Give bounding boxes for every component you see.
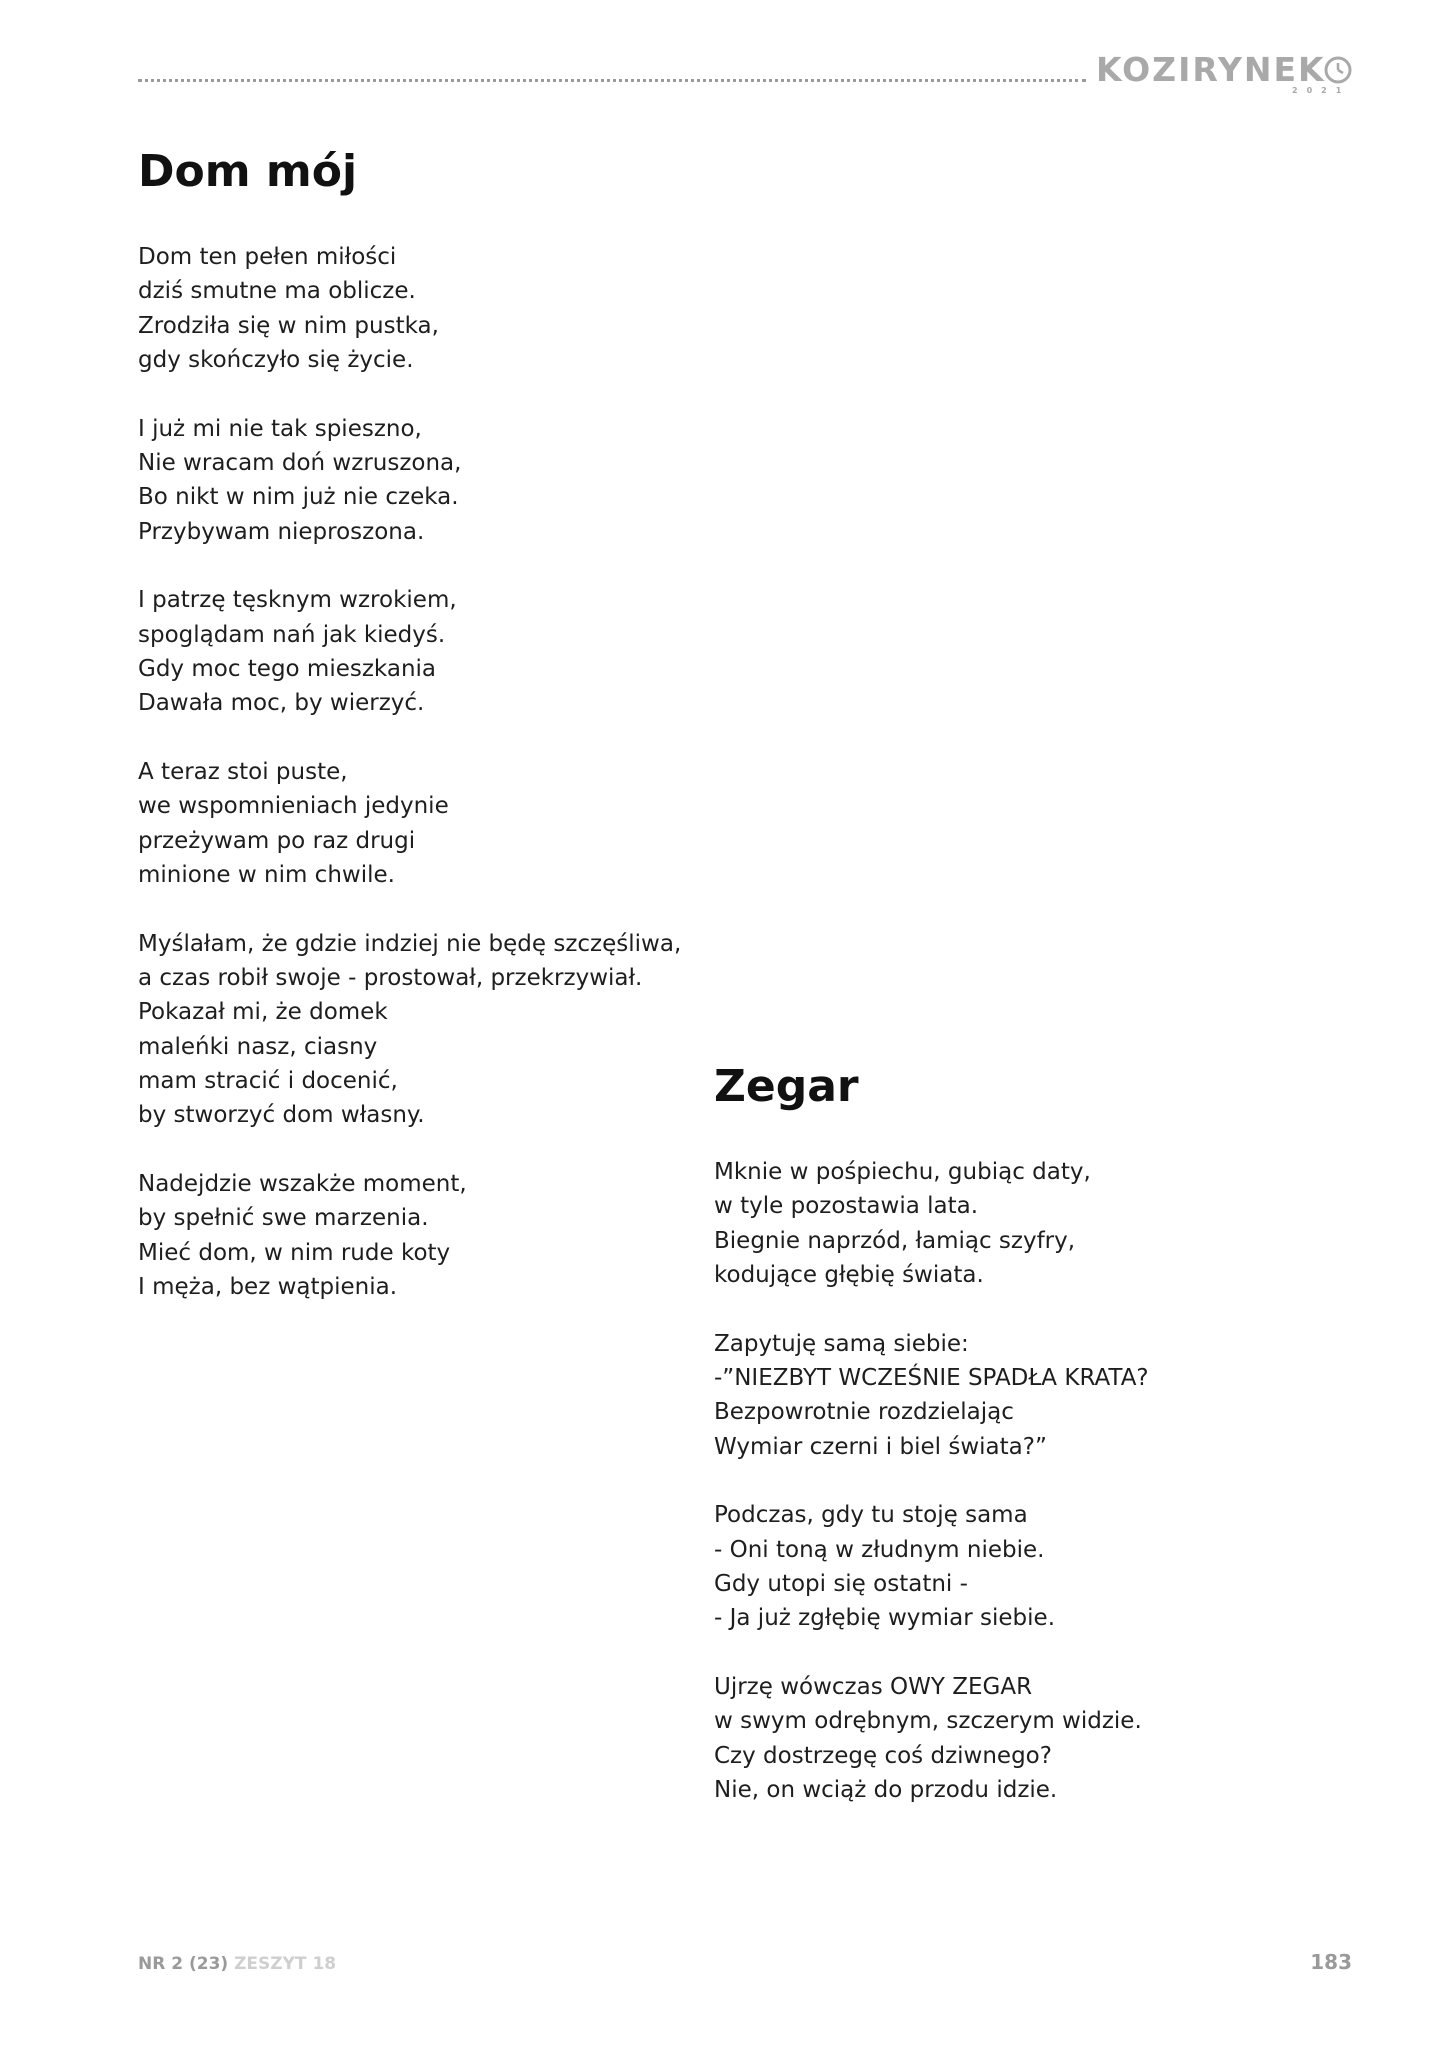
verse-line: Zrodziła się w nim pustka, [138, 312, 439, 339]
verse-line: Wymiar czerni i biel świata?” [714, 1433, 1047, 1460]
poem-dom-moj [138, 140, 698, 1339]
verse-line: by stworzyć dom własny. [138, 1102, 425, 1129]
verse-line: A teraz stoi puste, [138, 759, 348, 786]
poem-title: Dom mój [138, 146, 358, 197]
footer-issue-info [138, 1952, 336, 1976]
stanza [714, 1498, 1314, 1635]
verse-line: I męża, bez wątpienia. [138, 1273, 398, 1300]
logo-tagline: 2021 [1292, 86, 1351, 95]
verse-line: we wspomnieniach jedynie [138, 793, 449, 820]
verse-line: by spełnić swe marzenia. [138, 1205, 429, 1232]
stanza [138, 1167, 698, 1304]
clock-icon [1323, 55, 1353, 85]
stanza [714, 1327, 1314, 1464]
stanza [138, 240, 698, 377]
verse-line: w swym odrębnym, szczerym widzie. [714, 1708, 1142, 1735]
stanza [138, 927, 698, 1133]
poem-body [138, 240, 698, 1304]
verse-line: Biegnie naprzód, łamiąc szyfry, [714, 1227, 1076, 1254]
verse-line: I już mi nie tak spieszno, [138, 415, 422, 442]
verse-line: Myślałam, że gdzie indziej nie będę szczęśliwa, [138, 930, 682, 957]
verse-line: Nie wracam doń wzruszona, [138, 449, 462, 476]
verse-line: Czy dostrzegę coś dziwnego? [714, 1742, 1052, 1769]
verse-line: Gdy utopi się ostatni - [714, 1570, 968, 1597]
verse-line: kodujące głębię świata. [714, 1261, 984, 1288]
verse-line: maleńki nasz, ciasny [138, 1033, 378, 1060]
verse-line: Mknie w pośpiechu, gubiąc daty, [714, 1159, 1091, 1185]
issue-number: NR 2 (23) [138, 1954, 229, 1974]
poem-body [714, 1155, 1314, 1807]
verse-line: Bo nikt w nim już nie czeka. [138, 484, 459, 511]
stanza [138, 412, 698, 549]
verse-line: przeżywam po raz drugi [138, 827, 416, 854]
verse-line: spoglądam nań jak kiedyś. [138, 621, 446, 648]
verse-line: Ujrzę wówczas OWY ZEGAR [714, 1674, 1033, 1701]
verse-line: gdy skończyło się życie. [138, 346, 414, 373]
verse-line: - Ja już zgłębię wymiar siebie. [714, 1605, 1056, 1632]
verse-line: Mieć dom, w nim rude koty [138, 1239, 451, 1266]
zeszyt-number: ZESZYT 18 [234, 1954, 337, 1974]
logo-text: KOZIRYNEK [1096, 50, 1326, 89]
verse-line: Przybywam nieproszona. [138, 518, 425, 545]
page-number: 183 [1310, 1950, 1352, 1974]
verse-line: I patrzę tęsknym wzrokiem, [138, 587, 457, 614]
stanza [714, 1670, 1314, 1807]
verse-line: dziś smutne ma oblicze. [138, 278, 416, 305]
magazine-logo [1096, 50, 1356, 100]
verse-line: a czas robił swoje - prostował, przekrzywiał. [138, 965, 643, 992]
stanza [138, 583, 698, 720]
verse-line: Bezpowrotnie rozdzielając [714, 1399, 1014, 1426]
verse-line: Pokazał mi, że domek [138, 999, 388, 1026]
verse-line: Nadejdzie wszakże moment, [138, 1171, 467, 1198]
verse-line: Gdy moc tego mieszkania [138, 655, 437, 682]
verse-line: - Oni toną w złudnym niebie. [714, 1536, 1045, 1563]
poem-zegar [714, 1055, 1314, 1842]
verse-line: Dom ten pełen miłości [138, 244, 397, 270]
verse-line: -”NIEZBYT WCZEŚNIE SPADŁA KRATA? [714, 1364, 1149, 1391]
verse-line: w tyle pozostawia lata. [714, 1193, 979, 1220]
verse-line: Podczas, gdy tu stoję sama [714, 1502, 1028, 1529]
header-dotted-rule [138, 79, 1086, 82]
poem-title: Zegar [714, 1061, 859, 1112]
stanza [138, 755, 698, 892]
verse-line: Nie, on wciąż do przodu idzie. [714, 1776, 1058, 1803]
verse-line: mam stracić i docenić, [138, 1067, 398, 1094]
verse-line: Dawała moc, by wierzyć. [138, 690, 425, 717]
verse-line: minione w nim chwile. [138, 861, 395, 888]
verse-line: Zapytuję samą siebie: [714, 1330, 969, 1357]
stanza [714, 1155, 1314, 1292]
